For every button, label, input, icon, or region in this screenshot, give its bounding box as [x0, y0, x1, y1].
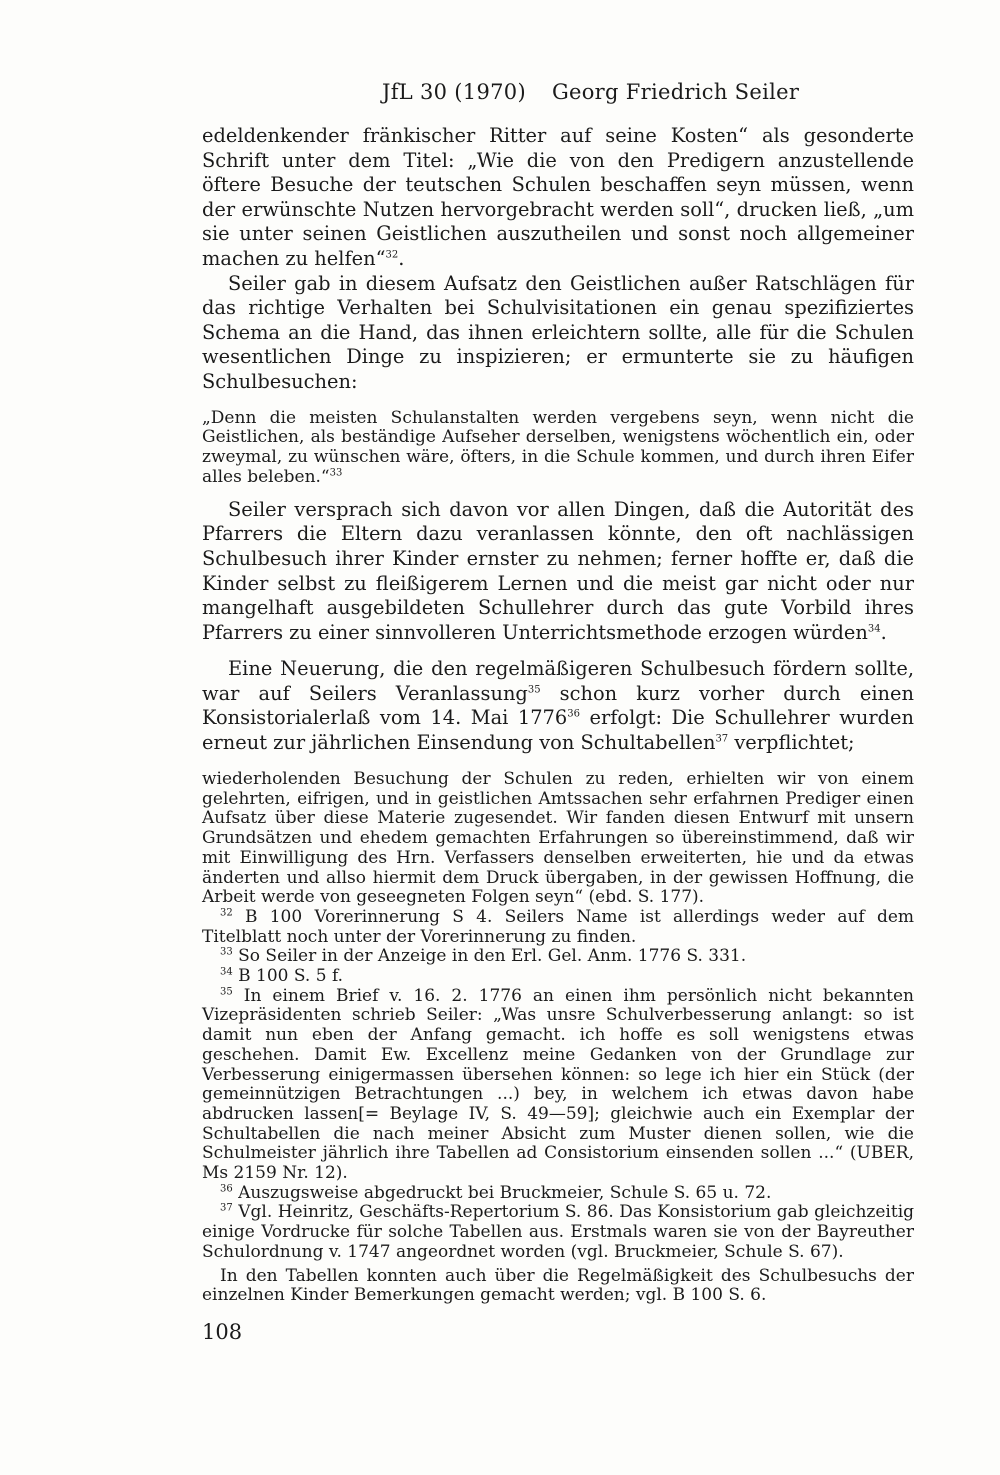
footnote: $^{35}$ In einem Brief v. 16. 2. 1776 an einen ihm persönlich nicht bekannten Vizepräsidenten schrieb Seiler: „Was unsre Schulverbesserung anlangt: so ist damit nun eben der Anfang gemacht. ich hoffe es soll wenigstens etwas geschehen. Damit Ew. Excellenz meine Gedanken von der Grundlage zur Verbesserung einigermassen übersehen können: so lege ich hier ein Stück (der gemeinnützigen Betrachtungen ...) bey, in welchem ich etwas davon habe abdrucken lassen[= Beylage IV, S. 49—59]; gleichwie auch ein Exemplar der Schultabellen die nach meiner Absicht zum Muster dienen sollen, wie die Schulmeister jährlich ihre Tabellen ad Consistorium einsenden sollen ...“ (UBER, Ms 2159 Nr. 12). — [202, 985, 914, 1184]
footnote-paragraph: In den Tabellen konnten auch über die Regelmäßigkeit des Schulbesuchs der einzelnen Kinder Bemerkungen gemacht werden; vgl. B 100 S. 6. — [202, 1265, 914, 1306]
footnote-number: 35 — [220, 986, 233, 998]
footnote: $^{32}$ B 100 Vorerinnerung S 4. Seilers Name ist allerdings weder auf dem Titelblatt noch unter der Vorerinnerung zu finden. — [202, 906, 915, 947]
paragraph: Eine Neuerung, die den regelmäßigeren Schulbesuch fördern sollte, war auf Seilers Veranlassung$^{35}$ schon kurz vorher durch einen Konsistorialerlaß vom 14. Mai 1776$^{36}$ erfolgt: Die Schullehrer wurden erneut zur jährlichen Einsendung von Schultabellen$^{37}$ verpflichtet; — [202, 657, 914, 755]
paragraph: edeldenkender fränkischer Ritter auf seine Kosten“ als gesonderte Schrift unter dem Titel: „Wie die von den Predigern anzustellende öftere Besuche der teutschen Schulen beschaffen seyn müssen, wenn der erwünschte Nutzen hervorgebracht werden soll“, drucken ließ, „um sie unter seinen Geistlichen auszutheilen und sonst noch allgemeiner machen zu helfen“$^{32}$. — [202, 124, 914, 270]
footnote: $^{33}$ So Seiler in der Anzeige in den Erl. Gel. Anm. 1776 S. 331. — [220, 946, 747, 967]
footnote-continuation: wiederholenden Besuchung der Schulen zu reden, erhielten wir von einem gelehrten, eifrigen, und in geistlichen Amtssachen sehr erfahrnen Prediger einen Aufsatz über diese Materie zugesendet. Wir fanden diesen Entwurf mit unsern Grundsätzen und ehedem gemachten Erfahrungen so übereinstimmend, daß wir mit Einwilligung des Hrn. Verfassers denselben erweiterten, hie und da etwas änderten und allso hiermit dem Druck übergaben, in der gewissen Hoffnung, die Arbeit werde von geseegneten Folgen seyn“ (ebd. S. 177). — [202, 769, 914, 908]
footnote: $^{34}$ B 100 S. 5 f. — [220, 966, 344, 987]
main-text — [202, 124, 914, 756]
footnote-number: 33 — [220, 946, 233, 958]
running-header — [382, 80, 799, 104]
footnotes — [202, 770, 914, 1306]
paragraph: Seiler gab in diesem Aufsatz den Geistlichen außer Ratschlägen für das richtige Verhalten bei Schulvisitationen ein genau spezifiziertes Schema an die Hand, das ihnen erleichtern sollte, alle für die Schulen wesentlichen Dinge zu inspizieren; er ermunterte sie zu häufigen Schulbesuchen: — [202, 271, 914, 393]
footnote-ref: 33 — [329, 467, 343, 479]
page-number: 108 — [202, 1320, 243, 1344]
footnote-ref: 36 — [567, 709, 580, 720]
footnote-ref: 34 — [867, 623, 881, 635]
footnote-number: 37 — [220, 1202, 233, 1214]
running-title: Georg Friedrich Seiler — [551, 80, 800, 104]
paragraph: Seiler versprach sich davon vor allen Dingen, daß die Autorität des Pfarrers die Eltern dazu veranlassen könnte, den oft nachlässigen Schulbesuch ihrer Kinder ernster zu nehmen; ferner hoffte er, daß die Kinder selbst zu fleißigerem Lernen und die meist gar nicht oder nur mangelhaft ausgebildeten Schullehrer durch das gute Vorbild ihres Pfarrers zu einer sinnvolleren Unterrichtsmethode erzogen würden$^{34}$. — [202, 497, 914, 644]
footnote-ref: 32 — [385, 249, 399, 261]
footnote: $^{37}$ Vgl. Heinritz, Geschäfts-Repertorium S. 86. Das Konsistorium gab gleichzeitig einige Vordrucke für solche Tabellen aus. Erstmals waren sie von der Bayreuther Schulordnung v. 1747 angeordnet worden (vgl. Bruckmeier, Schule S. 67). — [202, 1202, 915, 1262]
footnote-ref: 37 — [715, 733, 729, 745]
footnote-ref: 35 — [527, 684, 541, 696]
footnote-number: 32 — [220, 907, 233, 919]
footnote: $^{36}$ Auszugsweise abgedruckt bei Bruckmeier, Schule S. 65 u. 72. — [220, 1182, 772, 1203]
footnote-number: 34 — [220, 966, 233, 978]
journal-reference: JfL 30 (1970) — [382, 80, 526, 104]
footnote-number: 36 — [220, 1183, 233, 1195]
block-quote: „Denn die meisten Schulanstalten werden vergebens seyn, wenn nicht die Geistlichen, als beständige Aufseher derselben, wenigstens wöchentlich ein, oder zweymal, zu wünschen wäre, öfters, in die Schule kommen, und durch ihren Eifer alles beleben.“$^{33}$ — [202, 407, 914, 487]
